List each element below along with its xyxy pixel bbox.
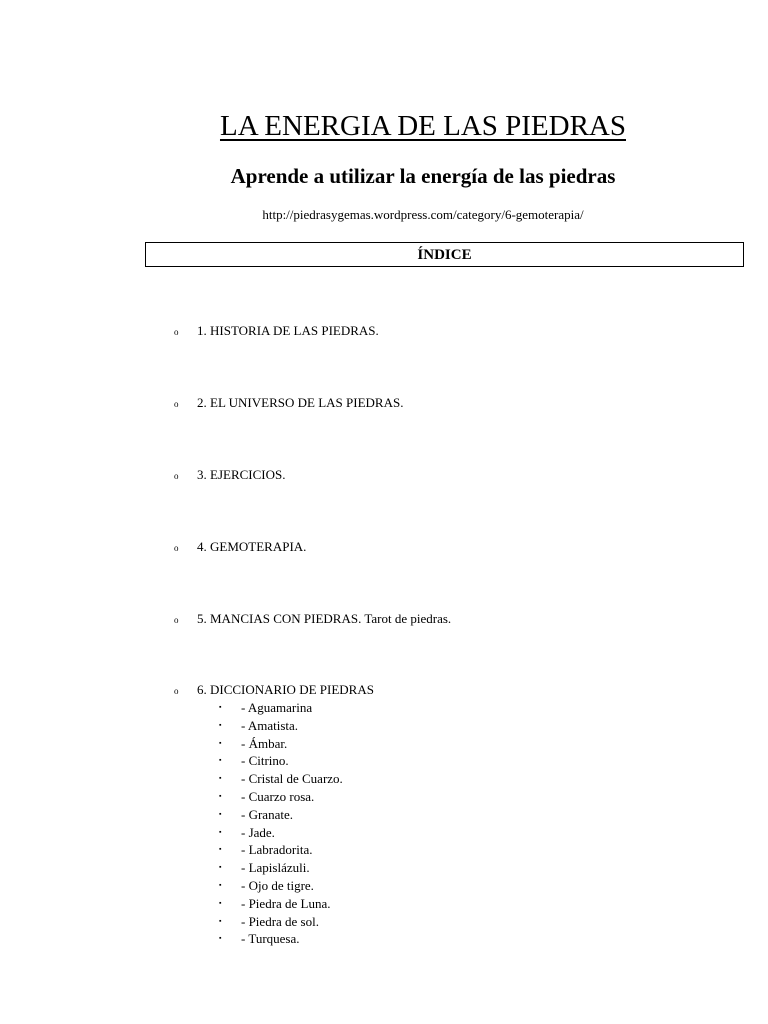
stone-label: - Amatista. xyxy=(241,717,299,733)
stone-item-citrino[interactable] xyxy=(219,752,343,770)
square-bullet-icon: ▪ xyxy=(219,916,222,925)
stone-label: - Granate. xyxy=(241,806,293,822)
stone-item-jade[interactable] xyxy=(219,824,343,842)
toc-item-label: 5. MANCIAS CON PIEDRAS. Tarot de piedras. xyxy=(197,611,452,626)
toc-item-diccionario[interactable] xyxy=(174,680,374,700)
stone-item-granate[interactable] xyxy=(219,806,343,824)
square-bullet-icon: ▪ xyxy=(219,756,222,765)
toc-bullet-icon: o xyxy=(174,615,179,625)
toc-item-mancias[interactable] xyxy=(174,609,451,629)
stone-item-ojo-de-tigre[interactable] xyxy=(219,877,343,895)
toc-item-label: 6. DICCIONARIO DE PIEDRAS xyxy=(197,682,374,697)
square-bullet-icon: ▪ xyxy=(219,934,222,943)
square-bullet-icon: ▪ xyxy=(219,703,222,711)
square-bullet-icon: ▪ xyxy=(219,898,222,907)
stone-item-labradorita[interactable] xyxy=(219,841,343,859)
square-bullet-icon: ▪ xyxy=(219,845,222,854)
document-title: LA ENERGIA DE LAS PIEDRAS xyxy=(219,110,626,142)
stone-label: - Labradorita. xyxy=(241,842,313,858)
stone-item-lapislazuli[interactable] xyxy=(219,859,343,877)
square-bullet-icon: ▪ xyxy=(219,774,222,783)
stone-label: - Jade. xyxy=(241,824,275,840)
toc-bullet-icon: o xyxy=(174,686,179,696)
stone-item-piedra-de-luna[interactable] xyxy=(219,895,343,913)
toc-item-label: 3. EJERCICIOS. xyxy=(197,467,286,482)
square-bullet-icon: ▪ xyxy=(219,863,222,872)
stone-item-amatista[interactable] xyxy=(219,717,343,735)
stone-label: - Citrino. xyxy=(241,753,289,769)
toc-item-label: 1. HISTORIA DE LAS PIEDRAS. xyxy=(197,323,379,338)
square-bullet-icon: ▪ xyxy=(219,809,222,818)
square-bullet-icon: ▪ xyxy=(219,791,222,800)
index-heading-box xyxy=(145,242,744,267)
toc-item-label: 4. GEMOTERAPIA. xyxy=(197,539,307,554)
stone-item-piedra-de-sol[interactable] xyxy=(219,913,343,931)
stone-label: - Piedra de Luna. xyxy=(241,895,331,911)
stone-item-turquesa[interactable] xyxy=(219,930,343,948)
stone-item-cristal-de-cuarzo[interactable] xyxy=(219,770,343,788)
stone-label: - Cristal de Cuarzo. xyxy=(241,771,343,787)
square-bullet-icon: ▪ xyxy=(219,720,222,729)
toc-item-ejercicios[interactable] xyxy=(174,465,285,485)
toc-item-universo[interactable] xyxy=(174,393,403,413)
stone-label: - Lapislázuli. xyxy=(241,860,310,876)
stone-item-aguamarina[interactable] xyxy=(219,699,343,717)
stone-label: - Turquesa. xyxy=(241,931,300,947)
square-bullet-icon: ▪ xyxy=(219,880,222,889)
toc-bullet-icon: o xyxy=(174,399,179,409)
stone-label: - Aguamarina xyxy=(241,700,313,715)
stone-dictionary-list xyxy=(219,699,343,948)
square-bullet-icon: ▪ xyxy=(219,738,222,747)
toc-item-label: 2. EL UNIVERSO DE LAS PIEDRAS. xyxy=(197,395,404,410)
index-heading: ÍNDICE xyxy=(417,247,472,263)
stone-item-cuarzo-rosa[interactable] xyxy=(219,788,343,806)
toc-item-gemoterapia[interactable] xyxy=(174,537,306,557)
document-subtitle: Aprende a utilizar la energía de las piedras xyxy=(230,164,616,188)
stone-label: - Ámbar. xyxy=(241,735,288,751)
square-bullet-icon: ▪ xyxy=(219,827,222,836)
toc-bullet-icon: o xyxy=(174,543,179,553)
stone-label: - Piedra de sol. xyxy=(241,913,319,929)
source-url[interactable]: http://piedrasygemas.wordpress.com/category/6-gemoterapia/ xyxy=(262,207,584,222)
stone-label: - Ojo de tigre. xyxy=(241,877,314,893)
stone-label: - Cuarzo rosa. xyxy=(241,788,315,804)
toc-item-historia[interactable] xyxy=(174,321,379,341)
toc-bullet-icon: o xyxy=(174,327,179,337)
stone-item-ambar[interactable] xyxy=(219,735,343,753)
toc-bullet-icon: o xyxy=(174,471,179,481)
